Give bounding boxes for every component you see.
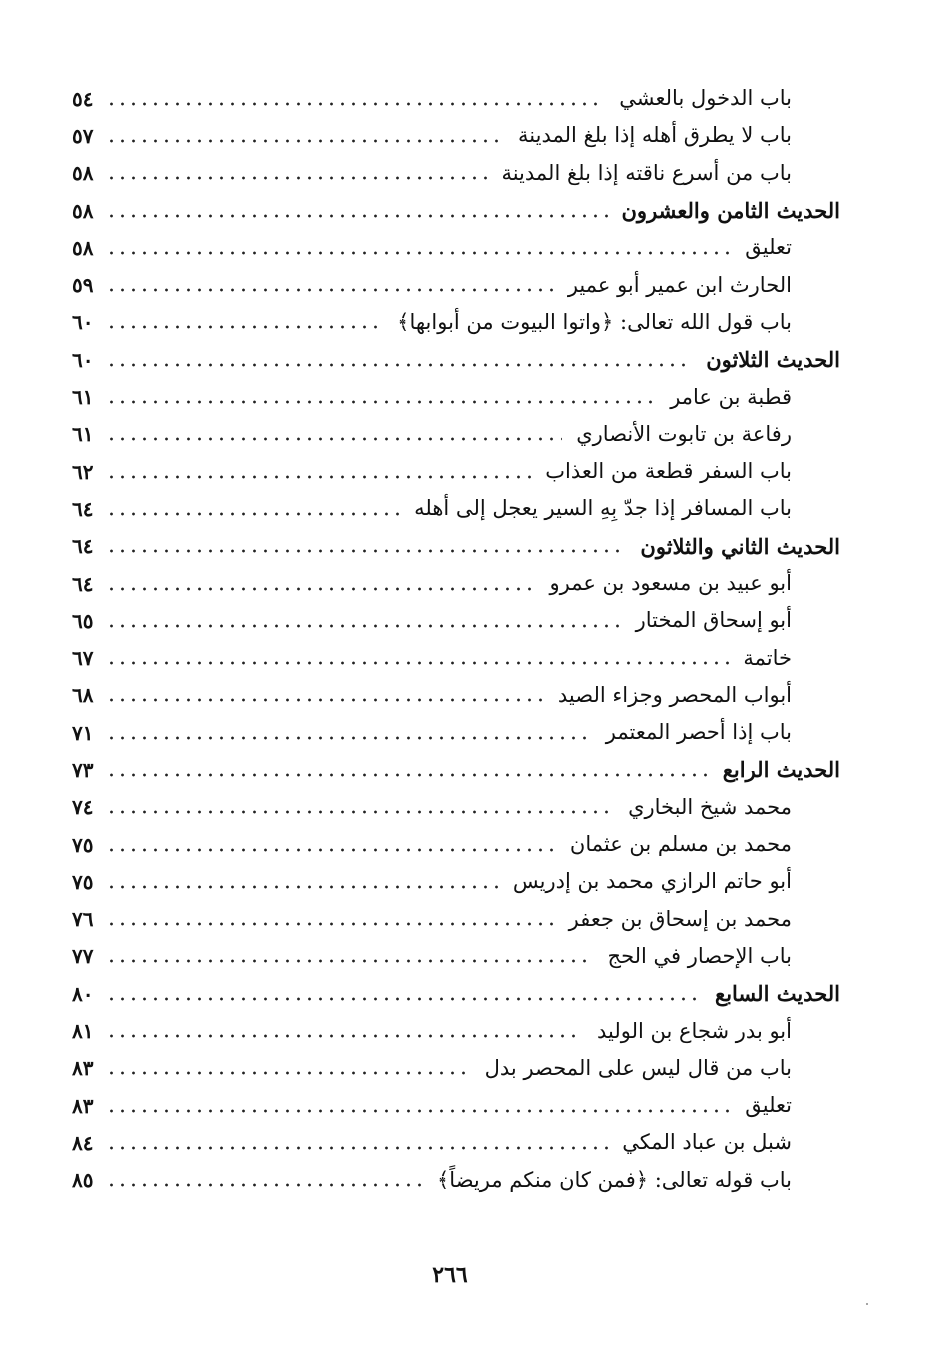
- dot-leader: [106, 363, 692, 367]
- dot-leader: [106, 698, 544, 702]
- toc-entry-title: باب من أسرع ناقته إذا بلغ المدينة: [501, 160, 792, 185]
- dot-leader: [106, 102, 605, 106]
- toc-page-number: ٧٥: [72, 869, 94, 894]
- toc-entry-row: [70, 378, 840, 415]
- toc-page-number: ٨٥: [72, 1168, 94, 1193]
- dot-leader: [106, 997, 701, 1001]
- page-number-footer: ٢٦٦: [432, 1262, 468, 1288]
- toc-entry-title: باب الدخول بالعشي: [619, 86, 792, 111]
- dot-leader: [106, 475, 531, 479]
- toc-entry-row: [70, 938, 840, 975]
- toc-entry-title: تعليق: [745, 235, 792, 260]
- toc-entry-row: [70, 266, 840, 303]
- toc-chapter-row: [70, 192, 840, 229]
- toc-page-number: ٦٠: [72, 310, 94, 335]
- toc-entry-title: أبواب المحصر وجزاء الصيد: [557, 682, 792, 707]
- toc-entry-title: محمد بن مسلم بن عثمان: [569, 832, 792, 857]
- dot-leader: [106, 922, 555, 926]
- dot-leader: [106, 848, 556, 852]
- dot-leader: [106, 1146, 608, 1150]
- toc-page-number: ٥٩: [72, 273, 94, 298]
- toc-entry-row: [70, 1087, 840, 1124]
- toc-entry-row: [70, 863, 840, 900]
- toc-entry-title: أبو عبيد بن مسعود بن عمرو: [549, 571, 792, 595]
- toc-page-number: ٨٣: [72, 1093, 94, 1118]
- toc-entry-row: [70, 229, 840, 266]
- dot-leader: [106, 1183, 423, 1187]
- toc-entry-title: باب المسافر إذا جدّ بِهِ السير يعجل إلى أهله: [414, 496, 792, 521]
- dot-leader: [106, 587, 535, 591]
- dot-leader: [106, 549, 626, 553]
- toc-entry-row: [70, 304, 840, 341]
- dot-leader: [106, 288, 554, 292]
- toc-entry-title: شبل بن عباد المكي: [622, 1130, 792, 1155]
- toc-page-number: ٥٨: [72, 161, 94, 186]
- toc-entry-row: [70, 677, 840, 714]
- toc-entry-row: [70, 602, 840, 639]
- toc-page-number: ٧١: [72, 720, 94, 745]
- dot-leader: [106, 176, 487, 180]
- dot-leader: [106, 437, 562, 441]
- toc-page-number: ٦٠: [72, 347, 94, 372]
- toc-entry-title: محمد بن إسحاق بن جعفر: [568, 906, 792, 931]
- toc-page-number: ٦٤: [72, 534, 94, 559]
- toc-page-number: ٨١: [72, 1019, 94, 1044]
- toc-entry-title: رفاعة بن تابوت الأنصاري: [576, 421, 792, 446]
- toc-chapter-row: [70, 751, 840, 788]
- dot-leader: [106, 885, 499, 889]
- toc-entry-row: [70, 1162, 840, 1199]
- toc-entry-row: [70, 714, 840, 751]
- toc-entry-row: [70, 416, 840, 453]
- toc-entry-row: [70, 826, 840, 863]
- dot-leader: [106, 1071, 471, 1075]
- dot-leader: [106, 1034, 583, 1038]
- toc-page-number: ٨٣: [72, 1056, 94, 1081]
- toc-entry-row: [70, 117, 840, 154]
- toc-page-number: ٦٥: [72, 608, 94, 633]
- toc-entry-row: [70, 453, 840, 490]
- toc-entry-row: [70, 565, 840, 602]
- toc-page-number: ٦١: [72, 422, 94, 447]
- dot-leader: [106, 400, 656, 404]
- toc-page-number: ٧٧: [72, 944, 94, 969]
- toc-entry-title: باب إذا أحصر المعتمر: [605, 720, 792, 745]
- toc-entry-title: باب الإحصار في الحج: [607, 943, 792, 968]
- toc-entry-title: باب قول الله تعالى: ﴿واتوا البيوت من أبوابها﴾: [397, 309, 792, 334]
- toc-entry-row: [70, 80, 840, 117]
- toc-entry-title: الحديث الثلاثون: [706, 347, 840, 373]
- toc-entry-row: [70, 789, 840, 826]
- toc-entry-row: [70, 490, 840, 527]
- dot-leader: [106, 139, 504, 143]
- toc-entry-row: [70, 901, 840, 938]
- toc-page-number: ٦٢: [72, 459, 94, 484]
- toc-entry-title: باب لا يطرق أهله إذا بلغ المدينة: [518, 123, 792, 148]
- dot-leader: [106, 325, 383, 329]
- toc-entry-title: الحديث السابع: [715, 981, 840, 1007]
- dot-leader: [106, 773, 709, 777]
- toc-chapter-row: [70, 528, 840, 565]
- dot-leader: [106, 1109, 731, 1113]
- toc-page-number: ٦١: [72, 385, 94, 410]
- toc-entry-title: باب من قال ليس على المحصر بدل: [484, 1055, 792, 1080]
- toc-entry-title: أبو حاتم الرازي محمد بن إدريس: [512, 869, 792, 894]
- toc-page-number: ٦٤: [72, 496, 94, 521]
- toc-entry-title: باب قوله تعالى: ﴿فمن كان منكم مريضاً﴾: [436, 1167, 792, 1192]
- toc-entry-title: باب السفر قطعة من العذاب: [545, 459, 792, 484]
- toc-chapter-row: [70, 341, 840, 378]
- toc-entry-title: أبو بدر شجاع بن الوليد: [597, 1018, 792, 1043]
- toc-page-number: ٦٨: [72, 683, 94, 708]
- dot-leader: [106, 736, 592, 740]
- toc-entry-row: [70, 639, 840, 676]
- dot-leader: [106, 810, 614, 814]
- toc-page-number: ٧٦: [72, 907, 94, 932]
- dot-leader: [106, 661, 729, 665]
- toc-page-number: ٦٤: [72, 571, 94, 596]
- toc-entry-row: [70, 1050, 840, 1087]
- toc-page-number: ٧٥: [72, 832, 94, 857]
- toc-page-number: ٧٤: [72, 795, 94, 820]
- toc-entry-title: أبو إسحاق المختار: [635, 608, 792, 633]
- toc-page-number: ٦٧: [72, 646, 94, 671]
- dot-leader: [106, 512, 400, 516]
- toc-page-number: ٥٨: [72, 235, 94, 260]
- toc-entry-title: الحديث الرابع: [722, 757, 840, 783]
- table-of-contents: [70, 80, 840, 1199]
- toc-page-number: ٥٨: [72, 198, 94, 223]
- toc-entry-title: قطبة بن عامر: [670, 384, 792, 409]
- toc-entry-title: الحارث ابن عمير أبو عمير: [567, 272, 792, 297]
- toc-page-number: ٨٤: [72, 1130, 94, 1155]
- dot-leader: [106, 959, 594, 963]
- dot-leader: [106, 624, 622, 628]
- toc-entry-row: [70, 1012, 840, 1049]
- toc-page-number: ٥٧: [72, 123, 94, 148]
- toc-entry-title: الحديث الثاني والثلاثون: [640, 533, 840, 559]
- dot-leader: [106, 251, 731, 255]
- toc-entry-title: تعليق: [745, 1093, 792, 1118]
- toc-entry-title: خاتمة: [743, 645, 792, 670]
- toc-chapter-row: [70, 975, 840, 1012]
- toc-page-number: ٨٠: [72, 981, 94, 1006]
- toc-page-number: ٥٤: [72, 86, 94, 111]
- toc-entry-title: محمد شيخ البخاري: [628, 794, 792, 819]
- toc-entry-title: الحديث الثامن والعشرون: [621, 198, 840, 224]
- dot-leader: [106, 214, 608, 218]
- toc-page-number: ٧٣: [72, 757, 94, 782]
- scan-speck: [866, 1303, 868, 1305]
- toc-entry-row: [70, 155, 840, 192]
- toc-entry-row: [70, 1124, 840, 1161]
